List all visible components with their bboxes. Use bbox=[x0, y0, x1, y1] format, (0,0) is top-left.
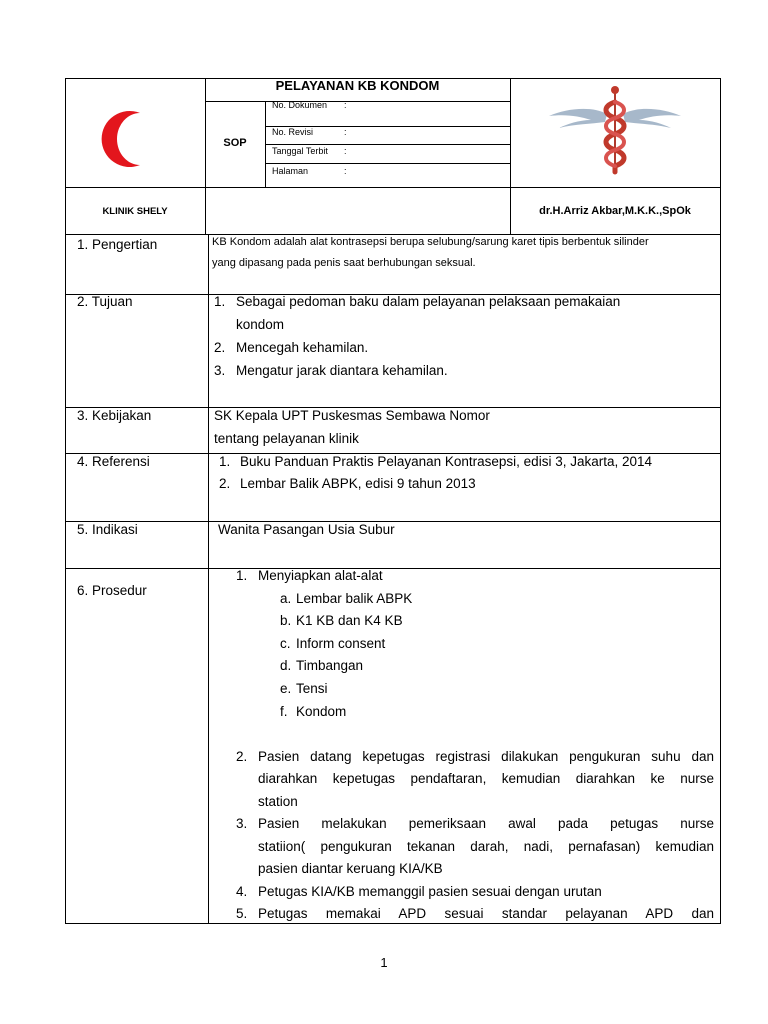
clinic-name: KLINIK SHELY bbox=[102, 206, 168, 217]
tujuan-item-2-text: Mencegah kehamilan. bbox=[236, 340, 369, 355]
referensi-item-2-text: Lembar Balik ABPK, edisi 9 tahun 2013 bbox=[240, 476, 476, 491]
prosedur-step-5-line-1: Petugas memakai APD sesuai standar pelayanan APD dan bbox=[258, 906, 714, 921]
pengertian-line-1: KB Kondom adalah alat kontrasepsi berupa selubung/sarung karet tipis berbentuk silinder bbox=[212, 236, 649, 248]
prosedur-step-5-num: 5. bbox=[236, 906, 248, 921]
prosedur-step-2-line-2: diarahkan kepetugas pendaftaran, kemudian diarahkan ke nurse bbox=[258, 771, 714, 786]
tujuan-item-1-cont: kondom bbox=[236, 317, 285, 332]
prosedur-step-1-num: 1. bbox=[236, 568, 248, 583]
prosedur-step-4-line-1: Petugas KIA/KB memanggil pasien sesuai dengan urutan bbox=[258, 884, 602, 899]
prosedur-step-1-text: Menyiapkan alat-alat bbox=[258, 568, 383, 583]
prosedur-step-2-line-1: Pasien datang kepetugas registrasi dilakukan pengukuran suhu dan bbox=[258, 749, 714, 764]
tujuan-item-2-num: 2. bbox=[214, 340, 226, 355]
red-crescent-logo bbox=[80, 108, 160, 170]
section-label-tujuan: 2. Tujuan bbox=[77, 294, 133, 309]
tujuan-item-3-text: Mengatur jarak diantara kehamilan. bbox=[236, 363, 448, 378]
prosedur-step-3-num: 3. bbox=[236, 816, 248, 831]
section-label-prosedur: 6. Prosedur bbox=[77, 583, 147, 598]
referensi-item-1-num: 1. bbox=[219, 454, 231, 469]
referensi-item-1-text: Buku Panduan Praktis Pelayanan Kontrasepsi, edisi 3, Jakarta, 2014 bbox=[240, 454, 653, 469]
caduceus-emblem bbox=[545, 82, 685, 178]
prosedur-step-2-num: 2. bbox=[236, 749, 248, 764]
tujuan-item-1-num: 1. bbox=[214, 294, 226, 309]
kebijakan-line-1: SK Kepala UPT Puskesmas Sembawa Nomor bbox=[214, 408, 490, 423]
section-label-indikasi: 5. Indikasi bbox=[77, 522, 138, 537]
section-label-kebijakan: 3. Kebijakan bbox=[77, 408, 152, 423]
indikasi-text: Wanita Pasangan Usia Subur bbox=[218, 522, 395, 537]
prosedur-step-3-line-3: pasien diantar keruang KIA/KB bbox=[258, 861, 443, 876]
prosedur-step-3-line-1: Pasien melakukan pemeriksaan awal pada petugas nurse bbox=[258, 816, 714, 831]
pengertian-line-2: yang dipasang pada penis saat berhubungan seksual. bbox=[212, 257, 476, 269]
section-label-pengertian: 1. Pengertian bbox=[77, 237, 158, 252]
signatory-name: dr.H.Arriz Akbar,M.K.K.,SpOk bbox=[539, 205, 691, 217]
page-number: 1 bbox=[380, 955, 388, 970]
prosedur-step-2-line-3: station bbox=[258, 794, 298, 809]
referensi-item-2-num: 2. bbox=[219, 476, 231, 491]
prosedur-step-3-line-2: statiion( pengukuran tekanan darah, nadi, pernafasan) kemudian bbox=[258, 839, 714, 854]
section-label-referensi: 4. Referensi bbox=[77, 454, 150, 469]
sop-label: SOP bbox=[223, 137, 247, 149]
tujuan-item-1-text: Sebagai pedoman baku dalam pelayanan pelaksaan pemakaian bbox=[236, 294, 621, 309]
prosedur-step-4-num: 4. bbox=[236, 884, 248, 899]
tujuan-item-3-num: 3. bbox=[214, 363, 226, 378]
document-title: PELAYANAN KB KONDOM bbox=[275, 78, 440, 93]
kebijakan-line-2: tentang pelayanan klinik bbox=[214, 431, 359, 446]
